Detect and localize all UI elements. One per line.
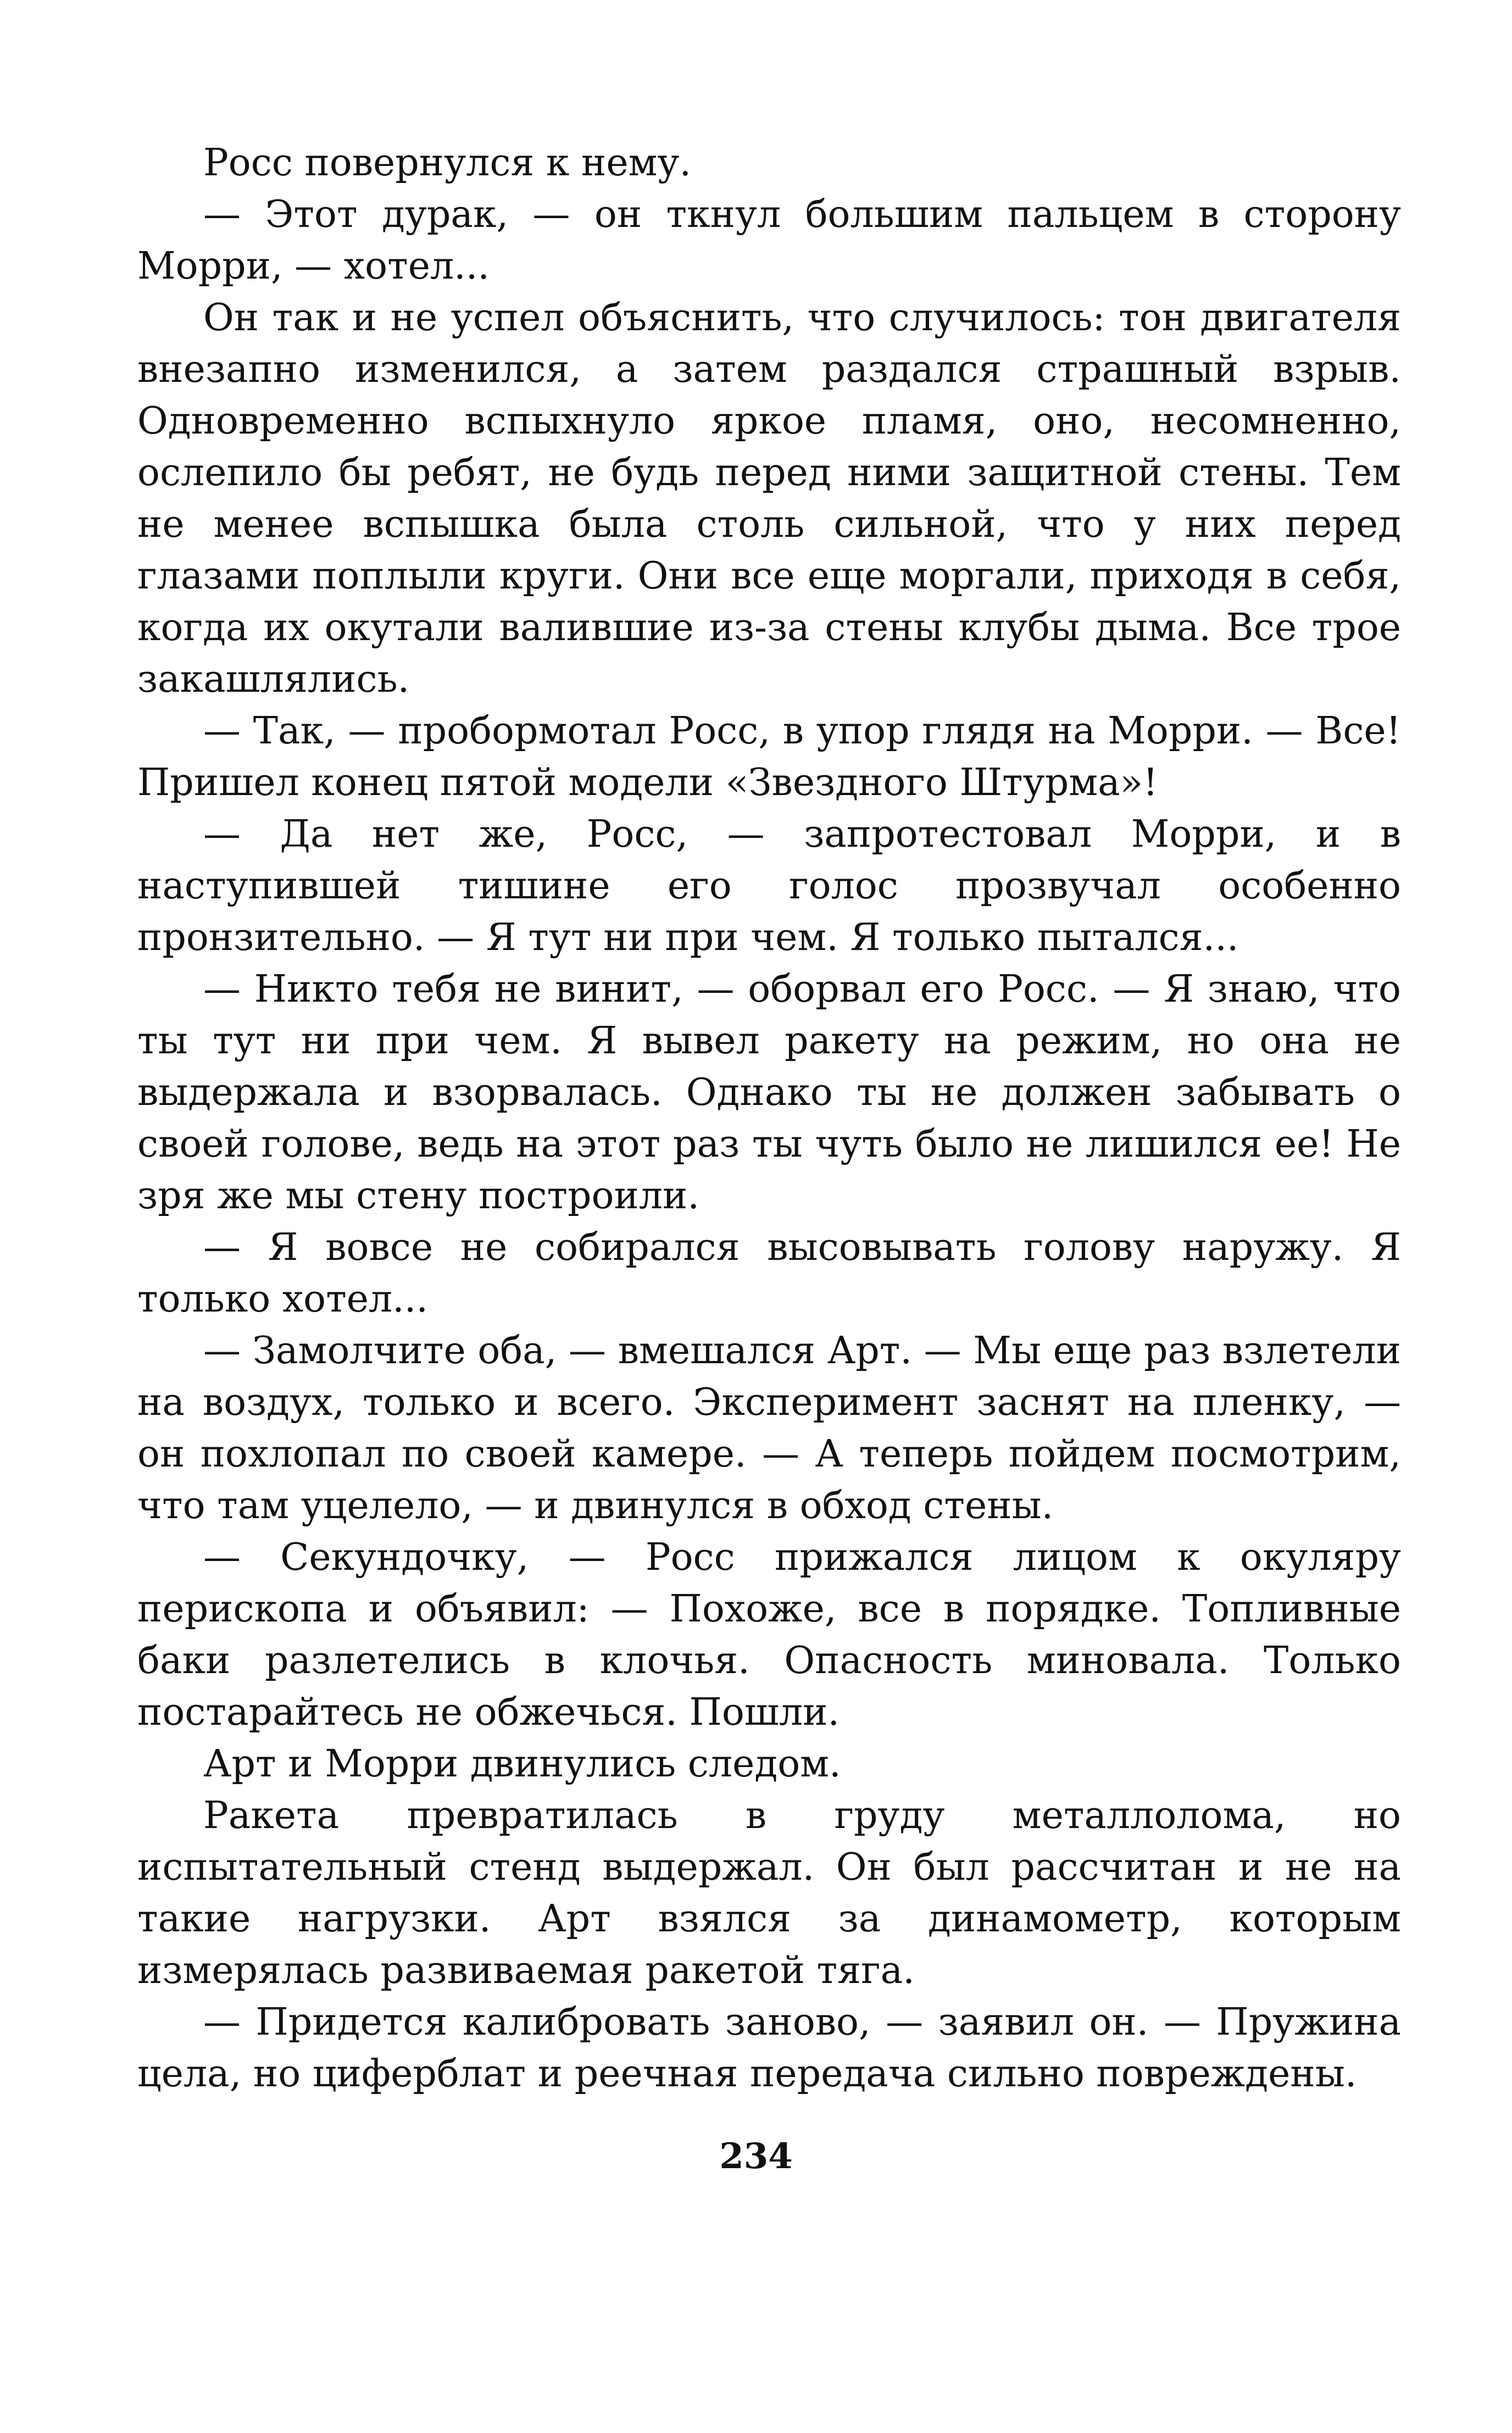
paragraph: — Да нет же, Росс, — запротестовал Морри, и в наступившей тишине его голос прозвучал особенно пронзительно. — Я тут ни при чем. Я только пытался...	[137, 813, 1401, 959]
paragraph: — Я вовсе не собирался высовывать голову наружу. Я только хотел...	[137, 1226, 1401, 1321]
paragraph: — Придется калибровать заново, — заявил он. — Пружина цела, но циферблат и реечная передача сильно повреждены.	[137, 2001, 1401, 2096]
paragraph: Ракета превратилась в груду металлолома, но испытательный стенд выдержал. Он был рассчитан и не на такие нагрузки. Арт взялся за динамометр, которым измерялась развиваемая ракетой тяга.	[137, 1794, 1401, 1992]
paragraph: Росс повернулся к нему.	[203, 141, 692, 185]
page-number: 234	[719, 2136, 793, 2177]
paragraph: Арт и Морри двинулись следом.	[203, 1742, 841, 1786]
paragraph: — Секундочку, — Росс прижался лицом к окуляру перископа и объявил: — Похоже, все в порядке. Топливные баки разлетелись в клочья. Опасность миновала. Только постарайтесь не обжечься. Пошли.	[137, 1536, 1401, 1734]
paragraph: — Так, — пробормотал Росс, в упор глядя на Морри. — Все! Пришел конец пятой модели «Звездного Штурма»!	[137, 709, 1401, 804]
paragraph: — Замолчите оба, — вмешался Арт. — Мы еще раз взлетели на воздух, только и всего. Эксперимент заснят на пленку, — он похлопал по своей камере. — А теперь пойдем посмотрим, что там уцелело, — и двинулся в обход стены.	[137, 1329, 1401, 1527]
paragraph: — Этот дурак, — он ткнул большим пальцем в сторону Морри, — хотел...	[137, 193, 1401, 288]
page-body-text	[137, 137, 1401, 2100]
paragraph: Он так и не успел объяснить, что случилось: тон двигателя внезапно изменился, а затем раздался страшный взрыв. Одновременно вспыхнуло яркое пламя, оно, несомненно, ослепило бы ребят, не будь перед ними защитной стены. Тем не менее вспышка была столь сильной, что у них перед глазами поплыли круги. Они все еще моргали, приходя в себя, когда их окутали валившие из-за стены клубы дыма. Все трое закашлялись.	[137, 296, 1401, 701]
paragraph: — Никто тебя не винит, — оборвал его Росс. — Я знаю, что ты тут ни при чем. Я вывел ракету на режим, но она не выдержала и взорвалась. Однако ты не должен забывать о своей голове, ведь на этот раз ты чуть было не лишился ее! Не зря же мы стену построили.	[137, 968, 1401, 1218]
